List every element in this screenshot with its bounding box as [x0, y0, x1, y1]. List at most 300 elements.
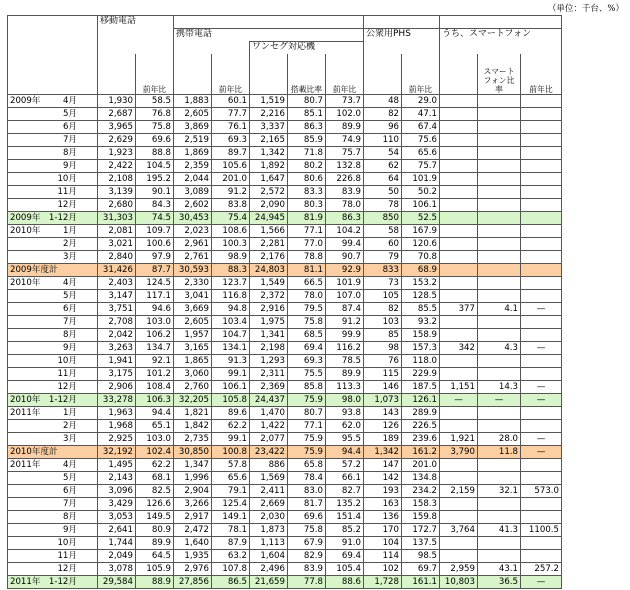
table-cell: 105.8 [212, 394, 250, 407]
table-cell: 69.3 [212, 134, 250, 147]
table-cell: 1,996 [174, 472, 212, 485]
month-label: 4月 [62, 277, 77, 288]
month-label: 4月 [62, 459, 77, 470]
table-cell [521, 550, 562, 563]
table-cell: 833 [364, 264, 402, 277]
table-cell: 99.1 [212, 433, 250, 446]
table-row [8, 134, 562, 147]
table-cell: 3,089 [174, 186, 212, 199]
table-cell: 43.1 [478, 563, 521, 576]
table-cell [521, 199, 562, 212]
table-cell: 2,369 [250, 381, 288, 394]
table-cell: 201.0 [402, 459, 440, 472]
table-cell: 158.9 [402, 329, 440, 342]
table-cell: 3,041 [174, 290, 212, 303]
header-yoy: 前年比 [212, 54, 250, 95]
table-cell: 2,572 [250, 186, 288, 199]
table-cell [521, 108, 562, 121]
table-cell: 1,342 [250, 147, 288, 160]
table-cell: 81.1 [288, 264, 326, 277]
row-label [8, 329, 98, 342]
header-smart-ratio: スマートフォン比率 [478, 54, 521, 95]
table-cell: 3,053 [98, 511, 136, 524]
table-cell [440, 225, 478, 238]
table-cell: 135.2 [326, 498, 364, 511]
table-cell: 57.2 [326, 459, 364, 472]
row-label [8, 160, 98, 173]
table-cell [440, 407, 478, 420]
table-cell: — [521, 381, 562, 394]
table-cell: 3,165 [174, 342, 212, 355]
table-cell: 87.4 [326, 303, 364, 316]
table-cell [521, 225, 562, 238]
table-cell: 134.1 [212, 342, 250, 355]
table-cell: 257.2 [521, 563, 562, 576]
table-cell: 78.5 [326, 355, 364, 368]
table-cell [440, 290, 478, 303]
table-cell: 3,790 [440, 446, 478, 459]
table-cell: 94.4 [326, 446, 364, 459]
table-cell [478, 264, 521, 277]
table-cell: 1,869 [174, 147, 212, 160]
row-label [8, 199, 98, 212]
header-phs: 公衆用PHS [364, 29, 440, 42]
table-cell: 88.9 [136, 576, 174, 589]
month-label: 6月 [62, 485, 77, 496]
table-cell: 2,023 [174, 225, 212, 238]
row-label [8, 134, 98, 147]
table-cell: 2,496 [250, 563, 288, 576]
table-cell: 117.1 [136, 290, 174, 303]
table-cell: 86.3 [288, 121, 326, 134]
table-cell [478, 251, 521, 264]
table-row [8, 576, 562, 589]
row-label [8, 459, 98, 472]
table-cell: 189 [364, 433, 402, 446]
table-cell: 1,470 [250, 407, 288, 420]
table-cell: 54 [364, 147, 402, 160]
table-cell: 102.4 [136, 446, 174, 459]
table-cell [521, 459, 562, 472]
month-label: 8月 [62, 147, 77, 158]
table-cell: 80.7 [288, 95, 326, 108]
table-cell: 104 [364, 537, 402, 550]
table-cell: 3,965 [98, 121, 136, 134]
table-cell: 201.0 [212, 173, 250, 186]
table-cell: 116.2 [326, 342, 364, 355]
table-cell: 90.1 [136, 186, 174, 199]
table-cell [440, 147, 478, 160]
table-cell [440, 277, 478, 290]
table-cell: 87.9 [212, 537, 250, 550]
table-cell: 2,176 [250, 251, 288, 264]
table-cell: 1,744 [98, 537, 136, 550]
row-label [8, 472, 98, 485]
table-cell: 1,073 [364, 394, 402, 407]
row-label [8, 121, 98, 134]
table-cell: 36.5 [478, 576, 521, 589]
table-cell: 89.7 [212, 147, 250, 160]
table-cell [478, 316, 521, 329]
table-cell: 99.9 [326, 329, 364, 342]
table-cell: 31,426 [98, 264, 136, 277]
month-label: 1-12月 [48, 394, 77, 405]
table-cell: 47.1 [402, 108, 440, 121]
table-cell: 23,422 [250, 446, 288, 459]
table-cell: — [521, 433, 562, 446]
table-cell: 88.3 [212, 264, 250, 277]
table-cell: 1,293 [250, 355, 288, 368]
table-cell: 91.2 [212, 186, 250, 199]
table-cell: 3,869 [174, 121, 212, 134]
table-cell: 24,803 [250, 264, 288, 277]
table-cell: 79.1 [212, 485, 250, 498]
table-row [8, 329, 562, 342]
table-cell: 50 [364, 186, 402, 199]
table-cell: 79.5 [288, 303, 326, 316]
row-label [8, 498, 98, 511]
month-label: 12月 [57, 381, 77, 392]
table-cell: — [521, 446, 562, 459]
table-cell: 75.8 [288, 524, 326, 537]
table-row [8, 433, 562, 446]
table-cell: 67.4 [402, 121, 440, 134]
table-cell: 92.9 [326, 264, 364, 277]
table-cell: 107.0 [326, 290, 364, 303]
month-label: 5月 [62, 108, 77, 119]
table-cell: 2,042 [98, 329, 136, 342]
table-cell: 77.0 [288, 238, 326, 251]
table-cell: 68.1 [136, 472, 174, 485]
table-cell: 62 [364, 160, 402, 173]
table-row [8, 264, 562, 277]
table-cell: 2,680 [98, 199, 136, 212]
table-cell: 170 [364, 524, 402, 537]
table-cell: 75.8 [136, 121, 174, 134]
month-label: 1月 [62, 225, 77, 236]
table-cell: 62.2 [212, 420, 250, 433]
table-row [8, 394, 562, 407]
table-cell: 3,669 [174, 303, 212, 316]
table-cell: 82 [364, 303, 402, 316]
header-oneseg: ワンセグ対応機 [250, 42, 364, 55]
month-label: 11月 [57, 550, 77, 561]
table-cell: 75.6 [402, 134, 440, 147]
table-cell: 93.8 [326, 407, 364, 420]
table-cell: 114 [364, 550, 402, 563]
row-label [8, 407, 98, 420]
table-cell: 1,957 [174, 329, 212, 342]
table-cell: 101.9 [402, 173, 440, 186]
row-label [8, 537, 98, 550]
table-cell: 1,935 [174, 550, 212, 563]
table-cell: 50.2 [402, 186, 440, 199]
table-cell: 65.8 [288, 459, 326, 472]
table-cell [478, 511, 521, 524]
month-label: 2月 [62, 238, 77, 249]
table-cell: 113.3 [326, 381, 364, 394]
table-cell: 3,175 [98, 368, 136, 381]
table-cell: — [521, 303, 562, 316]
month-label: 7月 [62, 134, 77, 145]
table-cell: 48 [364, 95, 402, 108]
table-cell [521, 472, 562, 485]
table-cell: — [440, 394, 478, 407]
table-cell: 52.5 [402, 212, 440, 225]
table-cell: 104.2 [326, 225, 364, 238]
table-row [8, 472, 562, 485]
table-cell [478, 368, 521, 381]
table-cell: 67.9 [288, 537, 326, 550]
table-cell [521, 498, 562, 511]
table-cell: 97.9 [136, 251, 174, 264]
table-cell: 1,341 [250, 329, 288, 342]
month-label: 7月 [62, 316, 77, 327]
table-cell: — [521, 394, 562, 407]
table-cell: 64.5 [136, 550, 174, 563]
table-cell: 149.1 [212, 511, 250, 524]
table-cell [440, 368, 478, 381]
table-cell: 86.5 [212, 576, 250, 589]
table-cell: 3,266 [174, 498, 212, 511]
table-cell: 2,030 [250, 511, 288, 524]
month-label: 10月 [57, 173, 77, 184]
table-cell: 104.5 [136, 160, 174, 173]
table-cell: — [521, 576, 562, 589]
table-cell: 1,883 [174, 95, 212, 108]
table-row [8, 212, 562, 225]
table-cell: 65.6 [212, 472, 250, 485]
table-cell: 1,519 [250, 95, 288, 108]
row-label [8, 225, 98, 238]
table-cell: 75.9 [288, 446, 326, 459]
table-cell: 226.5 [402, 420, 440, 433]
table-row [8, 160, 562, 173]
row-label [8, 524, 98, 537]
year-label: 2011年 [10, 459, 41, 470]
table-cell: 108.4 [136, 381, 174, 394]
table-cell: 106.3 [136, 394, 174, 407]
row-label [8, 212, 98, 225]
table-cell: 1,963 [98, 407, 136, 420]
table-cell: 83.9 [326, 186, 364, 199]
table-cell: 187.5 [402, 381, 440, 394]
table-cell [440, 316, 478, 329]
table-cell: 134.8 [402, 472, 440, 485]
table-cell: 30,593 [174, 264, 212, 277]
table-row [8, 446, 562, 459]
row-label [8, 251, 98, 264]
table-cell: 132.8 [326, 160, 364, 173]
table-cell: 78.8 [288, 251, 326, 264]
table-cell [521, 277, 562, 290]
table-cell [521, 121, 562, 134]
row-label [8, 303, 98, 316]
year-label: 2011年 [10, 576, 41, 587]
table-cell: 77.1 [288, 420, 326, 433]
fiscal-year-label: 2010年度計 [10, 446, 58, 457]
table-cell: 1,968 [98, 420, 136, 433]
table-cell [440, 251, 478, 264]
table-cell: 2,359 [174, 160, 212, 173]
table-row [8, 420, 562, 433]
table-cell [478, 290, 521, 303]
table-cell: 3,429 [98, 498, 136, 511]
table-cell: — [521, 342, 562, 355]
table-cell: 63.2 [212, 550, 250, 563]
month-label: 1-12月 [48, 212, 77, 223]
table-cell: 146 [364, 381, 402, 394]
table-cell: 1,975 [250, 316, 288, 329]
row-label [8, 186, 98, 199]
table-cell: 32,205 [174, 394, 212, 407]
table-cell: 2,605 [174, 108, 212, 121]
row-label [8, 290, 98, 303]
table-cell: 126.6 [136, 498, 174, 511]
table-cell [440, 186, 478, 199]
table-cell [521, 537, 562, 550]
header-yoy: 前年比 [136, 54, 174, 95]
table-row [8, 381, 562, 394]
fiscal-year-label: 2009年度計 [10, 264, 58, 275]
table-cell: 90.7 [326, 251, 364, 264]
table-cell: 2,961 [174, 238, 212, 251]
row-label [8, 147, 98, 160]
table-cell: 81.7 [288, 498, 326, 511]
table-cell: 2,916 [250, 303, 288, 316]
month-label: 8月 [62, 511, 77, 522]
table-cell: 106.2 [136, 329, 174, 342]
table-cell: 105.6 [212, 160, 250, 173]
table-cell: 21,659 [250, 576, 288, 589]
table-cell: 128.5 [402, 290, 440, 303]
table-cell: 110 [364, 134, 402, 147]
table-cell: 66.1 [326, 472, 364, 485]
year-label: 2010年 [10, 225, 41, 236]
table-cell: 57.8 [212, 459, 250, 472]
month-label: 7月 [62, 498, 77, 509]
table-cell: 2,090 [250, 199, 288, 212]
table-cell: 1,566 [250, 225, 288, 238]
table-cell [478, 407, 521, 420]
shipment-table [7, 15, 562, 589]
row-label [8, 95, 98, 108]
table-row [8, 186, 562, 199]
table-cell: 195.2 [136, 173, 174, 186]
table-cell [440, 95, 478, 108]
table-cell: 151.4 [326, 511, 364, 524]
table-cell: 65.6 [402, 147, 440, 160]
table-cell [440, 511, 478, 524]
table-cell [521, 95, 562, 108]
table-cell: 29.0 [402, 95, 440, 108]
table-cell: 108.6 [212, 225, 250, 238]
table-cell: 2,281 [250, 238, 288, 251]
month-label: 5月 [62, 472, 77, 483]
table-cell: 1,113 [250, 537, 288, 550]
table-cell: 2,687 [98, 108, 136, 121]
table-cell [521, 186, 562, 199]
row-label [8, 264, 98, 277]
table-cell: 1,728 [364, 576, 402, 589]
row-label [8, 446, 98, 459]
table-cell [440, 199, 478, 212]
table-cell [521, 173, 562, 186]
table-cell: 2,049 [98, 550, 136, 563]
table-row [8, 485, 562, 498]
table-cell: 28.0 [478, 433, 521, 446]
month-label: 1-12月 [48, 576, 77, 587]
table-cell [478, 199, 521, 212]
table-cell: 76.1 [212, 121, 250, 134]
table-cell [478, 277, 521, 290]
table-cell: 100.8 [212, 446, 250, 459]
table-cell: 172.7 [402, 524, 440, 537]
table-cell [440, 238, 478, 251]
row-label [8, 238, 98, 251]
table-cell: 1,495 [98, 459, 136, 472]
table-cell: 2,761 [174, 251, 212, 264]
table-cell [478, 212, 521, 225]
table-cell [478, 472, 521, 485]
table-cell: 115 [364, 368, 402, 381]
table-cell [440, 420, 478, 433]
table-cell: 2,108 [98, 173, 136, 186]
month-label: 10月 [57, 537, 77, 548]
table-cell: 80.7 [288, 407, 326, 420]
year-label: 2010年 [10, 277, 41, 288]
table-cell: 161.1 [402, 576, 440, 589]
table-cell: 85.1 [288, 108, 326, 121]
table-cell: 124.5 [136, 277, 174, 290]
table-cell: 3,147 [98, 290, 136, 303]
year-label: 2011年 [10, 407, 41, 418]
table-row [8, 550, 562, 563]
month-label: 11月 [57, 186, 77, 197]
table-cell: 377 [440, 303, 478, 316]
table-cell: 69.7 [402, 563, 440, 576]
row-label [8, 355, 98, 368]
table-cell: 75.7 [326, 147, 364, 160]
table-cell [440, 212, 478, 225]
table-cell [440, 472, 478, 485]
table-cell: 76 [364, 355, 402, 368]
row-label [8, 550, 98, 563]
table-cell: 33,278 [98, 394, 136, 407]
table-cell: 2,904 [174, 485, 212, 498]
table-cell: 2,159 [440, 485, 478, 498]
table-cell: 29,584 [98, 576, 136, 589]
table-cell: 83.0 [288, 485, 326, 498]
table-cell: 64 [364, 173, 402, 186]
table-cell: 134.7 [136, 342, 174, 355]
table-cell: 58 [364, 225, 402, 238]
table-cell: 101.2 [136, 368, 174, 381]
table-cell: 2,081 [98, 225, 136, 238]
table-cell: 85.2 [326, 524, 364, 537]
table-cell: 193 [364, 485, 402, 498]
table-cell: 103 [364, 316, 402, 329]
table-cell: 69.3 [288, 355, 326, 368]
year-label: 2009年 [10, 212, 41, 223]
table-cell: 103.4 [212, 316, 250, 329]
table-cell [440, 121, 478, 134]
table-cell: 2,077 [250, 433, 288, 446]
table-cell: 106.1 [212, 381, 250, 394]
table-cell: 106.1 [402, 199, 440, 212]
table-cell: 60.1 [212, 95, 250, 108]
table-cell: 1,865 [174, 355, 212, 368]
